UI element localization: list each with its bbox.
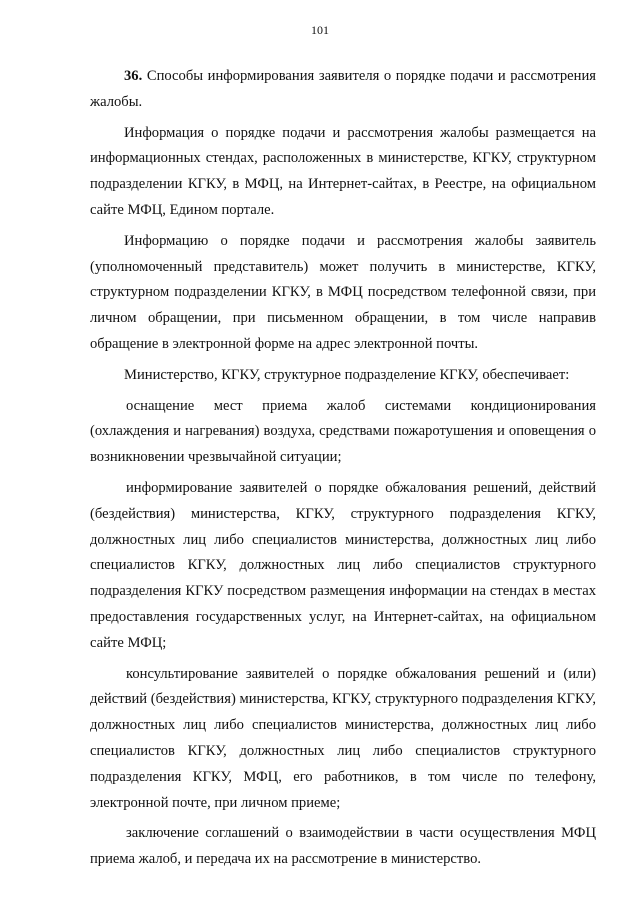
- list-item-agreements: заключение соглашений о взаимодействии в части осуществления МФЦ приема жалоб, и передача их на рассмотрение в министерство.: [90, 825, 596, 868]
- section-heading: [90, 64, 596, 116]
- section-title: Способы информирования заявителя о порядке подачи и рассмотрения жалобы.: [90, 68, 596, 110]
- list-item-equipment: оснащение мест приема жалоб системами кондиционирования (охлаждения и нагревания) воздуха, средствами пожаротушения и оповещения о возникновении чрезвычайной ситуации;: [90, 397, 596, 466]
- paragraph-info-channels: Информацию о порядке подачи и рассмотрения жалобы заявитель (уполномоченный представитель) может получить в министерстве, КГКУ, структурном подразделении КГКУ, в МФЦ посредством телефонной связи, при личном обращении, при письменном обращении, в том числе направив обращение в электронной форме на адрес электронной почты.: [90, 232, 596, 352]
- page-number: 101: [311, 23, 329, 37]
- list-item-informing: информирование заявителей о порядке обжалования решений, действий (бездействия) министерства, КГКУ, структурного подразделения КГКУ, должностных лиц либо специалистов министерства, должностных лиц либо специалистов КГКУ, должностных лиц либо специалистов структурного подразделения КГКУ посредством размещения информации на стендах в местах предоставления государственных услуг, на Интернет-сайтах, на официальном сайте МФЦ;: [90, 479, 596, 651]
- section-number: 36.: [124, 68, 143, 84]
- list-item-consulting: консультирование заявителей о порядке обжалования решений и (или) действий (бездействия) министерства, КГКУ, структурного подразделения КГКУ, должностных лиц либо специалистов министерства, должностных лиц либо специалистов КГКУ, должностных лиц либо специалистов структурного подразделения КГКУ, МФЦ, его работников, в том числе по телефону, электронной почте, при личном приеме;: [90, 665, 596, 811]
- document-body: [90, 64, 596, 878]
- paragraph-info-placement: Информация о порядке подачи и рассмотрения жалобы размещается на информационных стендах, расположенных в министерстве, КГКУ, структурном подразделении КГКУ, в МФЦ, на Интернет-сайтах, в Реестре, на официальном сайте МФЦ, Едином портале.: [90, 124, 596, 218]
- paragraph-provides-intro: Министерство, КГКУ, структурное подразделение КГКУ, обеспечивает:: [124, 366, 570, 383]
